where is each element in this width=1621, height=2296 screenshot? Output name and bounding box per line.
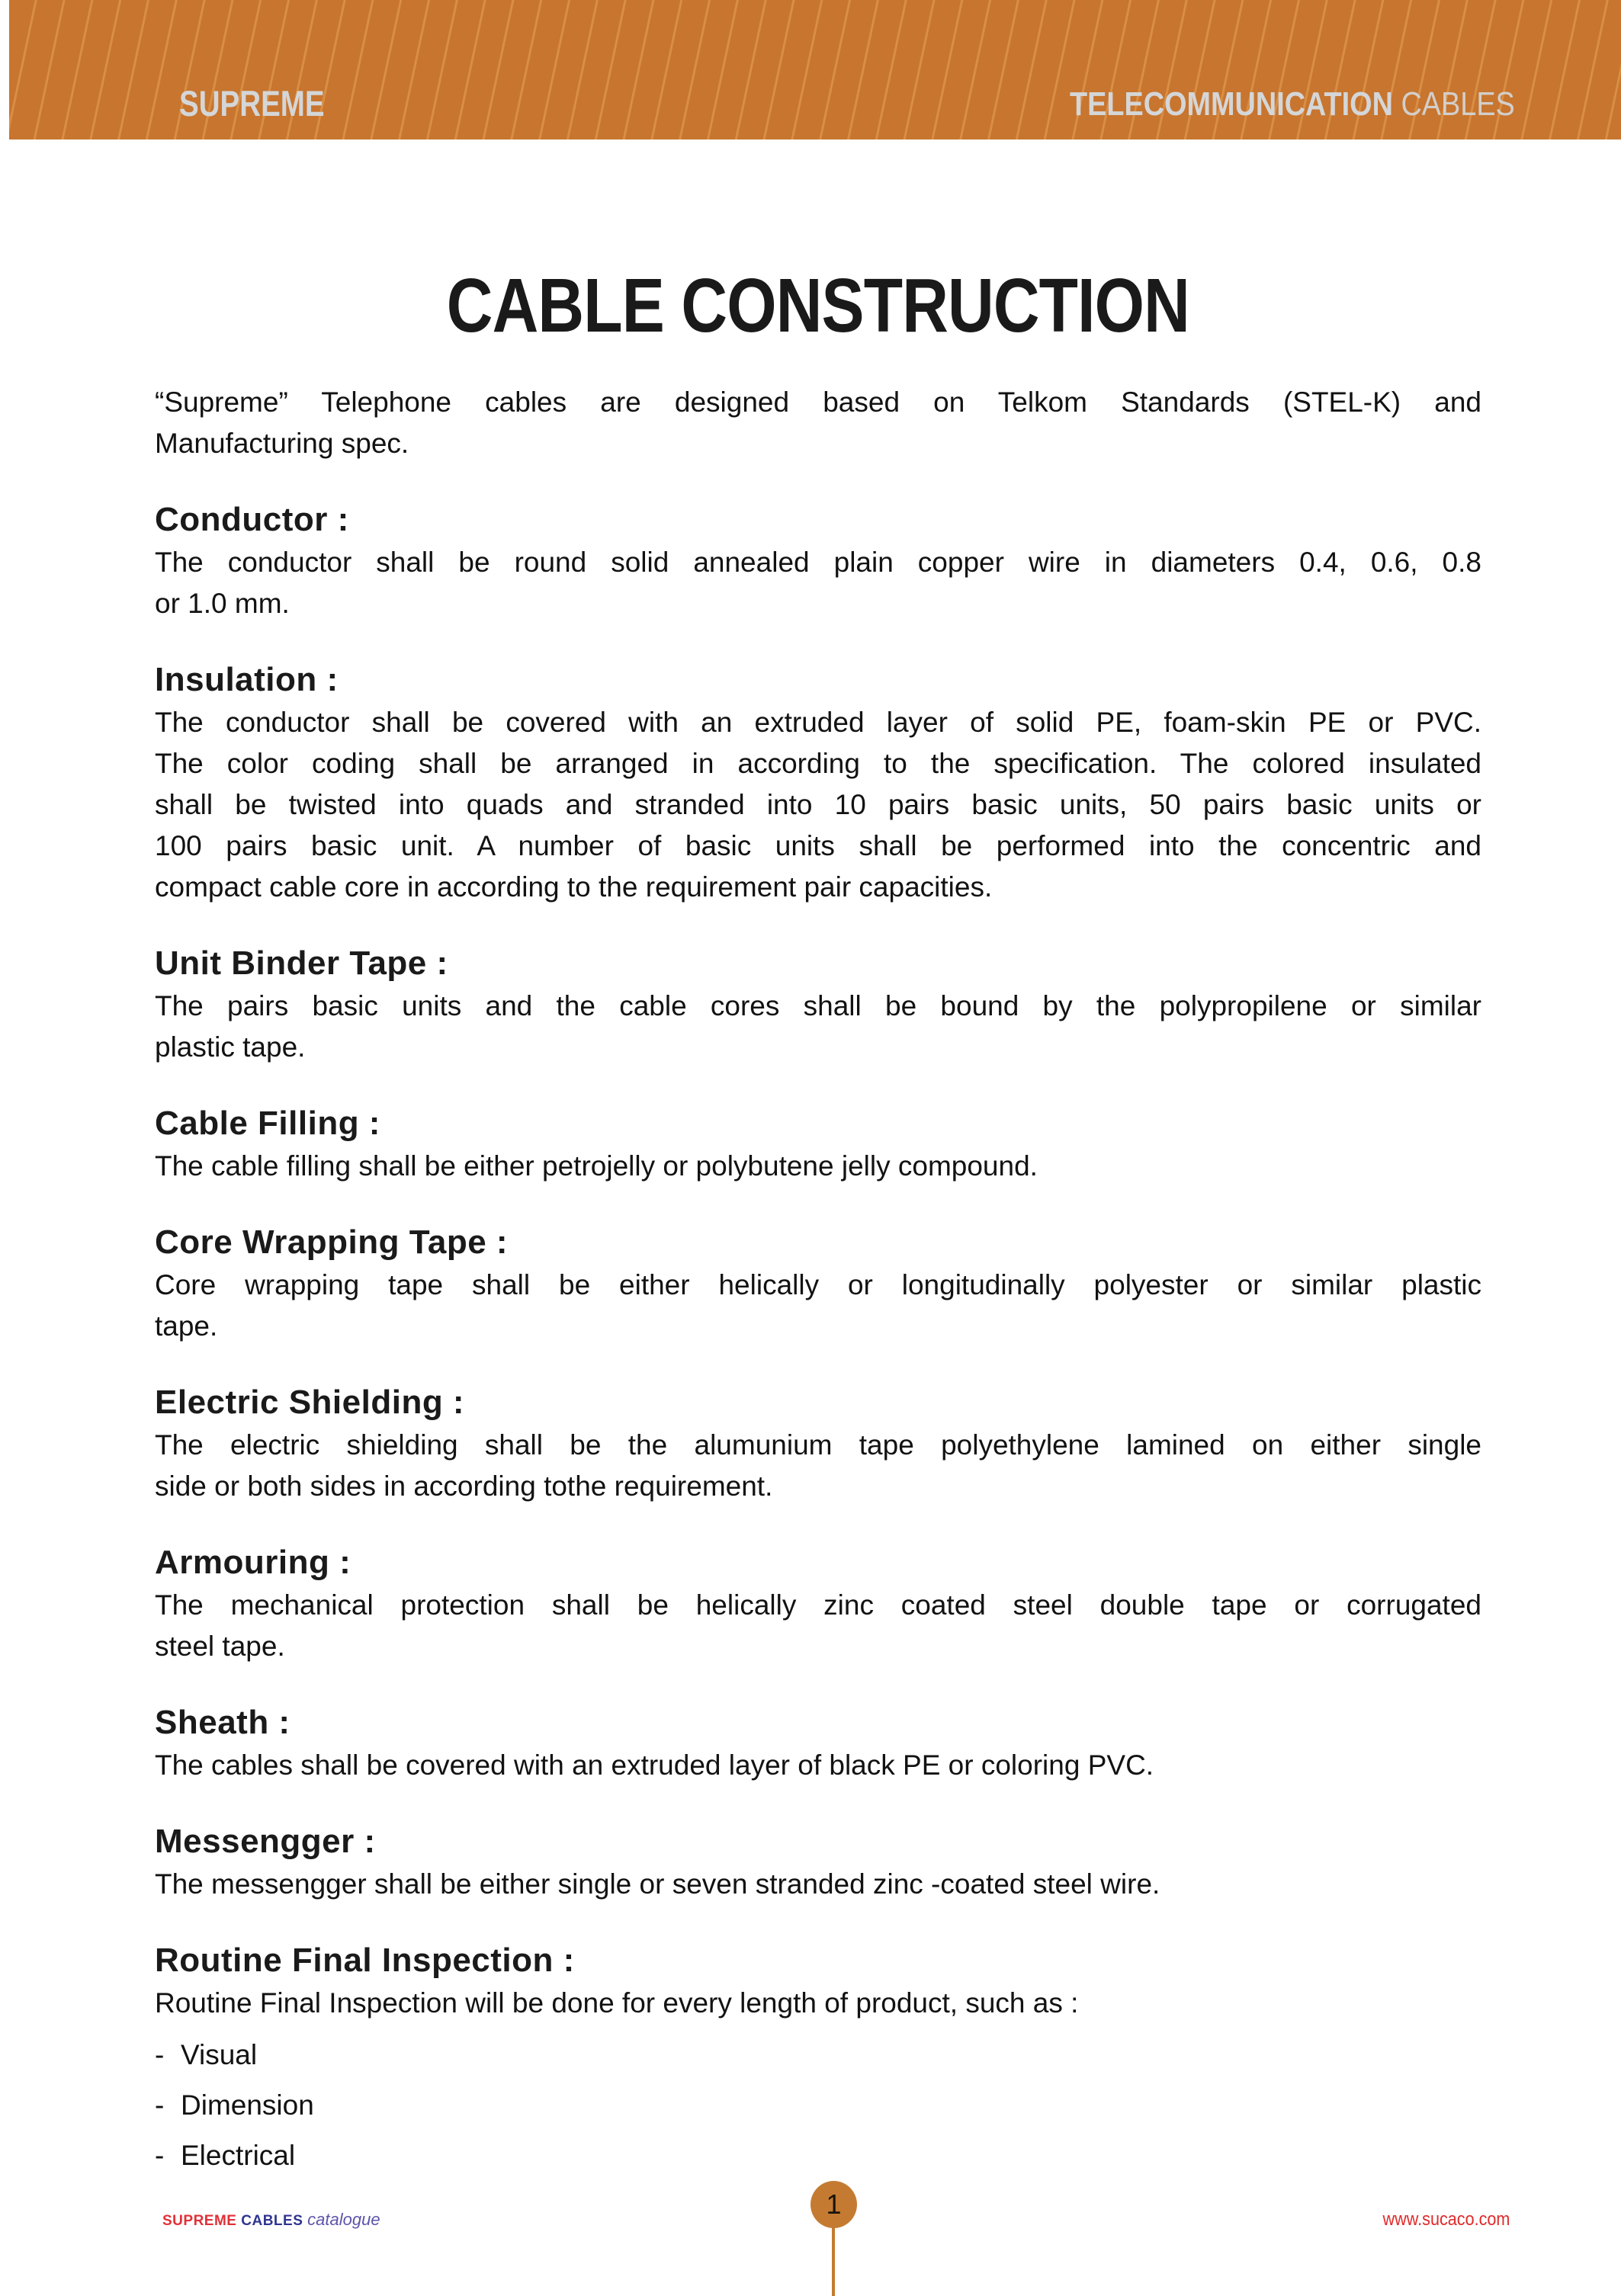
- page-number-badge: [810, 2181, 857, 2228]
- section-body-core-wrapping-tape: [155, 1265, 1481, 1347]
- text-line: Routine Final Inspection will be done for every length of product, such as :: [155, 1987, 1079, 2019]
- text-line: compact cable core in according to the requirement pair capacities.: [155, 871, 993, 903]
- section-heading-cable-filling: Cable Filling :: [155, 1105, 380, 1142]
- section-body-electric-shielding: [155, 1425, 1481, 1507]
- text-line: “Supreme” Telephone cables are designed based on Telkom Standards (STEL-K) and: [155, 386, 1481, 418]
- text-line: or 1.0 mm.: [155, 588, 290, 619]
- footer-brand-supreme: SUPREME: [162, 2213, 237, 2229]
- text-line: 100 pairs basic unit. A number of basic units shall be performed into the concentric and: [155, 830, 1481, 861]
- section-body-messengger: [155, 1864, 1481, 1905]
- header-brand-supreme: SUPREME: [179, 83, 325, 123]
- page-number: 1: [826, 2189, 842, 2220]
- section-body-armouring: [155, 1585, 1481, 1667]
- header-telecommunication-label: TELECOMMUNICATION: [1070, 85, 1394, 123]
- text-line: The conductor shall be round solid annealed plain copper wire in diameters 0.4, 0.6, 0.8: [155, 547, 1481, 578]
- section-body-cable-filling: [155, 1146, 1481, 1187]
- intro-paragraph: [155, 382, 1481, 464]
- header-product-line: [1070, 85, 1515, 123]
- text-line: The conductor shall be covered with an extruded layer of solid PE, foam-skin PE or PVC.: [155, 707, 1481, 738]
- inspection-item-electrical: - Electrical: [155, 2140, 296, 2171]
- section-body-insulation: [155, 702, 1481, 908]
- inspection-item-dimension: - Dimension: [155, 2089, 314, 2121]
- inspection-list: [155, 2030, 1481, 2181]
- text-line: The electric shielding shall be the alumunium tape polyethylene lamined on either single: [155, 1429, 1481, 1461]
- page-title: CABLE CONSTRUCTION: [446, 263, 1190, 348]
- text-line: side or both sides in according tothe requirement.: [155, 1470, 773, 1502]
- text-line: The messengger shall be either single or seven stranded zinc -coated steel wire.: [155, 1868, 1160, 1900]
- footer-brand: [162, 2210, 380, 2230]
- section-body-conductor: [155, 542, 1481, 624]
- text-line: The mechanical protection shall be helically zinc coated steel double tape or corrugated: [155, 1589, 1481, 1621]
- section-body-unit-binder-tape: [155, 986, 1481, 1068]
- section-heading-routine-final-inspection: Routine Final Inspection :: [155, 1942, 575, 1979]
- text-line: shall be twisted into quads and stranded into 10 pairs basic units, 50 pairs basic units or: [155, 789, 1481, 820]
- section-body-routine-final-inspection: [155, 1983, 1481, 2024]
- section-heading-conductor: Conductor :: [155, 501, 349, 538]
- text-line: steel tape.: [155, 1631, 285, 1662]
- section-heading-messengger: Messengger :: [155, 1823, 376, 1860]
- text-line: The color coding shall be arranged in according to the specification. The colored insulated: [155, 748, 1481, 779]
- text-line: The cable filling shall be either petrojelly or polybutene jelly compound.: [155, 1150, 1038, 1182]
- document-body: [155, 139, 1481, 2181]
- section-heading-unit-binder-tape: Unit Binder Tape :: [155, 944, 448, 982]
- text-line: The pairs basic units and the cable cores shall be bound by the polypropilene or similar: [155, 990, 1481, 1021]
- section-heading-core-wrapping-tape: Core Wrapping Tape :: [155, 1223, 509, 1261]
- text-line: plastic tape.: [155, 1031, 306, 1063]
- section-heading-electric-shielding: Electric Shielding :: [155, 1384, 465, 1421]
- text-line: Core wrapping tape shall be either helically or longitudinally polyester or similar plastic: [155, 1269, 1481, 1300]
- inspection-item-visual: - Visual: [155, 2039, 258, 2070]
- text-line: The cables shall be covered with an extruded layer of black PE or coloring PVC.: [155, 1749, 1154, 1781]
- text-line: Manufacturing spec.: [155, 428, 409, 459]
- text-line: tape.: [155, 1310, 218, 1342]
- footer-brand-cables: CABLES: [241, 2213, 303, 2229]
- header-band-stripes: [9, 0, 1621, 139]
- footer-website: www.sucaco.com: [1382, 2209, 1510, 2230]
- header-band: [9, 0, 1621, 139]
- section-heading-armouring: Armouring :: [155, 1544, 351, 1581]
- section-body-sheath: [155, 1745, 1481, 1786]
- header-cables-label: CABLES: [1401, 85, 1515, 123]
- footer-brand-catalogue: catalogue: [307, 2210, 380, 2229]
- section-heading-sheath: Sheath :: [155, 1704, 290, 1741]
- section-heading-insulation: Insulation :: [155, 661, 339, 698]
